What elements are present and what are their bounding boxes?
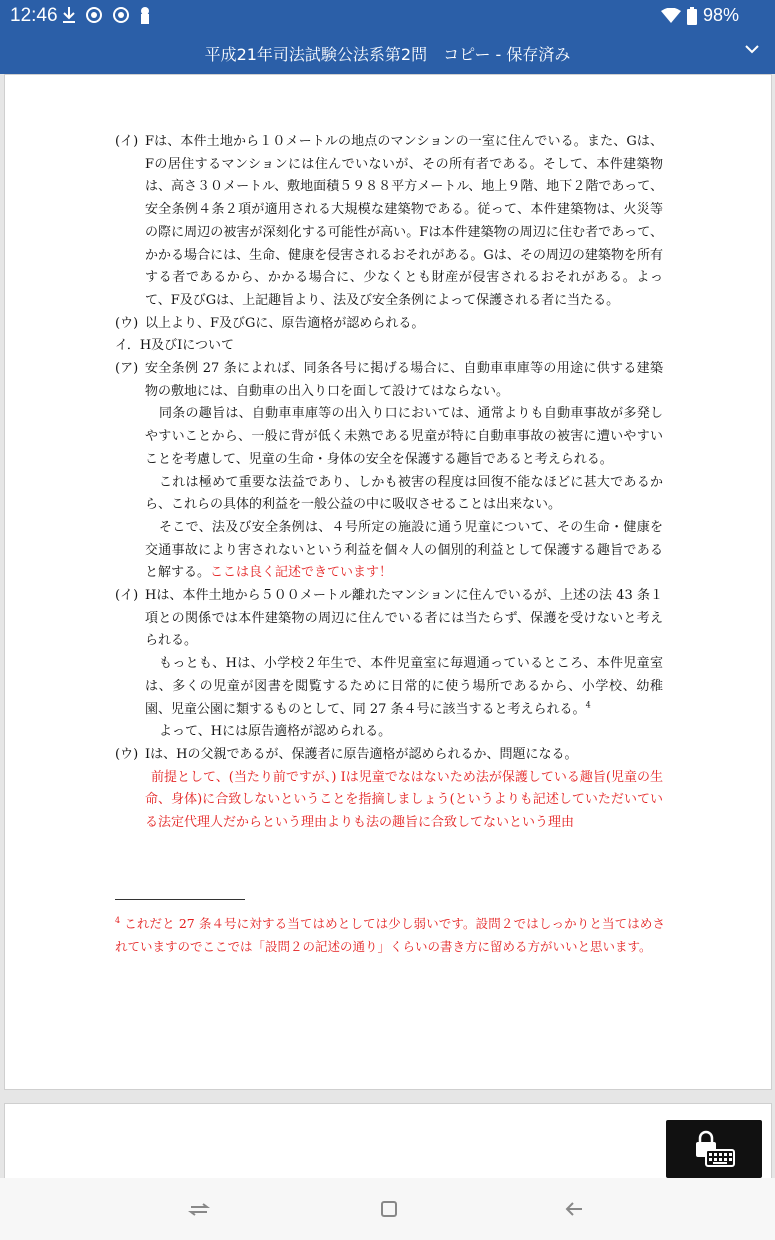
paragraph-text: もっとも、Hは、小学校２年生で、本件児童室に毎週通っているところ、本件児童室は、多くの児童が図書を閲覧するために日常的に使う場所であるから、小学校、幼稚園、児童公園に類するものとして、同 27 条４号に該当すると考えられる。	[145, 656, 663, 717]
home-icon[interactable]	[378, 1198, 400, 1220]
paragraph	[115, 585, 663, 653]
document-body[interactable]	[115, 131, 663, 835]
paragraph-text: そこで、法及び安全条例は、４号所定の施設に通う児童について、その生命・健康を交通事故により害されないという利益を個々人の個別的利益として保護する趣旨であると解する。	[145, 519, 663, 581]
target-icon	[112, 6, 130, 24]
wifi-icon	[661, 8, 681, 24]
footnote-number: 4	[115, 915, 121, 925]
item-label: (ウ)	[115, 315, 139, 331]
document-title[interactable]: 平成21年司法試験公法系第2問 コピー - 保存済み	[204, 45, 571, 64]
paragraph-text: Hは、本件土地から５００メートル離れたマンションに住んでいるが、上述の法 43 条１項との関係では本件建築物の周辺に住んでいる者には当たらず、保護を受けないと考えられる。	[145, 588, 663, 649]
paragraph: よって、Hには原告適格が認められる。	[159, 724, 392, 740]
footnote-separator	[115, 899, 245, 900]
back-icon[interactable]	[563, 1198, 585, 1220]
footnote-text: これだと 27 条４号に対する当てはめとしては少し弱いです。設問２ではしっかりと当てはめされていますのでここでは「設問２の記述の通り」くらいの書き方に留める方がいいと思います。	[115, 916, 665, 954]
notification-icons	[62, 6, 151, 24]
app-title-bar	[0, 32, 775, 74]
recent-apps-icon[interactable]	[188, 1198, 210, 1220]
navigation-bar	[0, 1178, 775, 1240]
paragraph	[115, 358, 663, 403]
item-label: (ア)	[115, 361, 139, 377]
clock: 12:46	[10, 5, 58, 26]
system-indicators	[661, 5, 739, 26]
item-label: (イ)	[115, 588, 139, 604]
download-icon	[62, 6, 76, 24]
item-label: (イ)	[115, 134, 139, 149]
status-bar	[0, 0, 775, 32]
section-heading: イ．H及びIについて	[115, 338, 235, 354]
item-label: (ウ)	[115, 746, 139, 762]
paragraph-text: Fは、本件土地から１０メートルの地点のマンションの一室に住んでいる。また、Gは、Fの居住するマンションには住んでいないが、その所有者である。そして、本件建築物は、高さ３０メートル、敷地面積５９８８平方メートル、地上９階、地下２階であって、安全条例４条２項が適用される大規模な建築物である。従って、本件建築物は、火災等の際に周辺の被害が深刻化する可能性が高い。Fは本件建築物の周辺に住む者であって、かかる場合には、生命、健康を侵害されるおそれがある。Gは、その周辺の建築物を所有する者であるから、かかる場合に、少なくとも財産が侵害されるおそれがある。よって、F及びGは、上記趣旨より、法及び安全条例によって保護される者に当たる。	[145, 134, 663, 308]
keyboard-lock-icon	[694, 1130, 738, 1170]
paragraph-text: 以上より、F及びGに、原告適格が認められる。	[145, 315, 425, 331]
review-comment: ここは良く記述できています！	[210, 565, 393, 581]
paragraph: 同条の趣旨は、自動車車庫等の出入り口においては、通常よりも自動車事故が多発しやすいことから、一般に背が低く未熟である児童が特に自動車事故の被害に遭いやすいことを考慮して、児童の生命・身体の安全を保護する趣旨であると考えられる。	[145, 406, 663, 467]
footnote-ref[interactable]: 4	[585, 700, 591, 710]
review-comment-block: 前提として、(当たり前ですが、) Iは児童でなはないため法が保護している趣旨(児童の生命、身体)に合致しないということを指摘しましょう(というよりも記述していただいている法定代理人だからという理由よりも法の趣旨に合致してないという理由	[145, 769, 663, 831]
document-page[interactable]	[4, 74, 772, 1090]
footnote	[115, 913, 665, 958]
paragraph	[115, 313, 663, 336]
target-icon	[85, 6, 103, 24]
paragraph	[115, 517, 663, 585]
battery-icon	[687, 7, 697, 25]
paragraph-text: Iは、Hの父親であるが、保護者に原告適格が認められるか、問題になる。	[145, 746, 578, 762]
chevron-down-icon[interactable]	[743, 40, 761, 58]
paragraph	[115, 131, 663, 313]
paragraph	[115, 744, 663, 767]
paragraph: これは極めて重要な法益であり、しかも被害の程度は回復不能なほどに甚大であるから、これらの具体的利益を一般公益の中に吸収させることは出来ない。	[145, 474, 663, 513]
battery-level: 98%	[702, 5, 739, 25]
keyboard-lock-button[interactable]	[666, 1120, 762, 1178]
person-icon	[139, 6, 151, 24]
paragraph-text: 安全条例 27 条によれば、同条各号に掲げる場合に、自動車車庫等の用途に供する建築物の敷地には、自動車の出入り口を面して設けてはならない。	[145, 361, 663, 399]
paragraph	[115, 653, 663, 721]
